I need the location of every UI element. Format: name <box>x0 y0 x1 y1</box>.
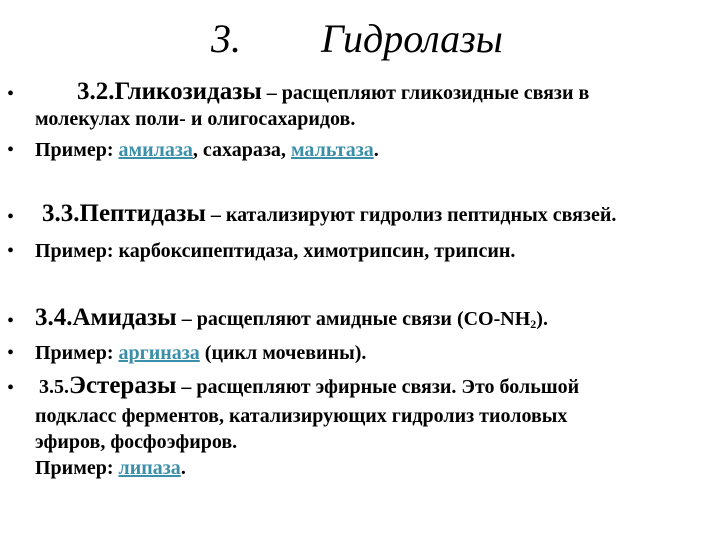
section-3-4-tail: ). <box>536 308 548 330</box>
bullet-icon: • <box>7 310 15 332</box>
example-3-2 <box>35 138 715 162</box>
example-prefix: Пример: <box>35 457 119 479</box>
subscript-2: 2 <box>530 317 537 331</box>
section-3-5-desc-line2: подкласс ферментов, катализирующих гидролиз тиоловых <box>35 405 568 427</box>
section-3-5 <box>35 374 715 399</box>
example-end: . <box>373 139 379 161</box>
link-amylase[interactable]: амилаза <box>118 139 193 161</box>
bullet-icon: • <box>7 342 15 364</box>
section-3-2 <box>35 80 715 105</box>
section-3-2-heading: 3.2.Гликозидазы <box>77 78 262 105</box>
bullet-icon: • <box>7 240 15 262</box>
bullet-icon: • <box>7 206 15 228</box>
example-3-5 <box>35 456 715 480</box>
section-3-5-desc-line1: – расщепляют эфирные связи. Это большой <box>176 376 580 398</box>
section-3-2-desc-line2: молекулах поли- и олигосахаридов. <box>35 108 356 130</box>
bullet-icon: • <box>7 139 15 161</box>
bullet-icon: • <box>7 377 15 399</box>
section-3-4-heading: 3.4.Амидазы <box>35 304 177 331</box>
section-3-5-desc-line3: эфиров, фосфоэфиров. <box>35 431 238 453</box>
section-3-5-heading: Эстеразы <box>69 372 177 399</box>
title-word: Гидролазы <box>321 16 503 61</box>
example-prefix: Пример: <box>35 342 119 364</box>
example-3-4 <box>35 341 715 365</box>
link-lipase[interactable]: липаза <box>118 457 181 479</box>
example-prefix: Пример: <box>35 139 119 161</box>
bullet-icon: • <box>7 83 15 105</box>
section-3-3 <box>35 202 715 227</box>
slide-title <box>0 14 720 64</box>
section-3-4 <box>35 306 715 331</box>
section-3-3-desc: – катализируют гидролиз пептидных связей. <box>205 204 617 226</box>
section-3-5-number: 3.5. <box>39 376 69 398</box>
section-3-2-desc-line1: – расщепляют гликозидные связи в <box>261 82 590 104</box>
example-middle: , сахараза, <box>192 139 291 161</box>
link-maltase[interactable]: мальтаза <box>290 139 374 161</box>
link-arginase[interactable]: аргиназа <box>118 342 200 364</box>
title-number: 3. <box>211 16 241 61</box>
example-3-3: Пример: карбоксипептидаза, химотрипсин, трипсин. <box>35 240 516 262</box>
example-end: . <box>180 457 186 479</box>
section-3-3-heading: 3.3.Пептидазы <box>42 200 206 227</box>
section-3-4-desc: – расщепляют амидные связи (CO-NH <box>176 308 531 330</box>
example-tail: (цикл мочевины). <box>199 342 367 364</box>
